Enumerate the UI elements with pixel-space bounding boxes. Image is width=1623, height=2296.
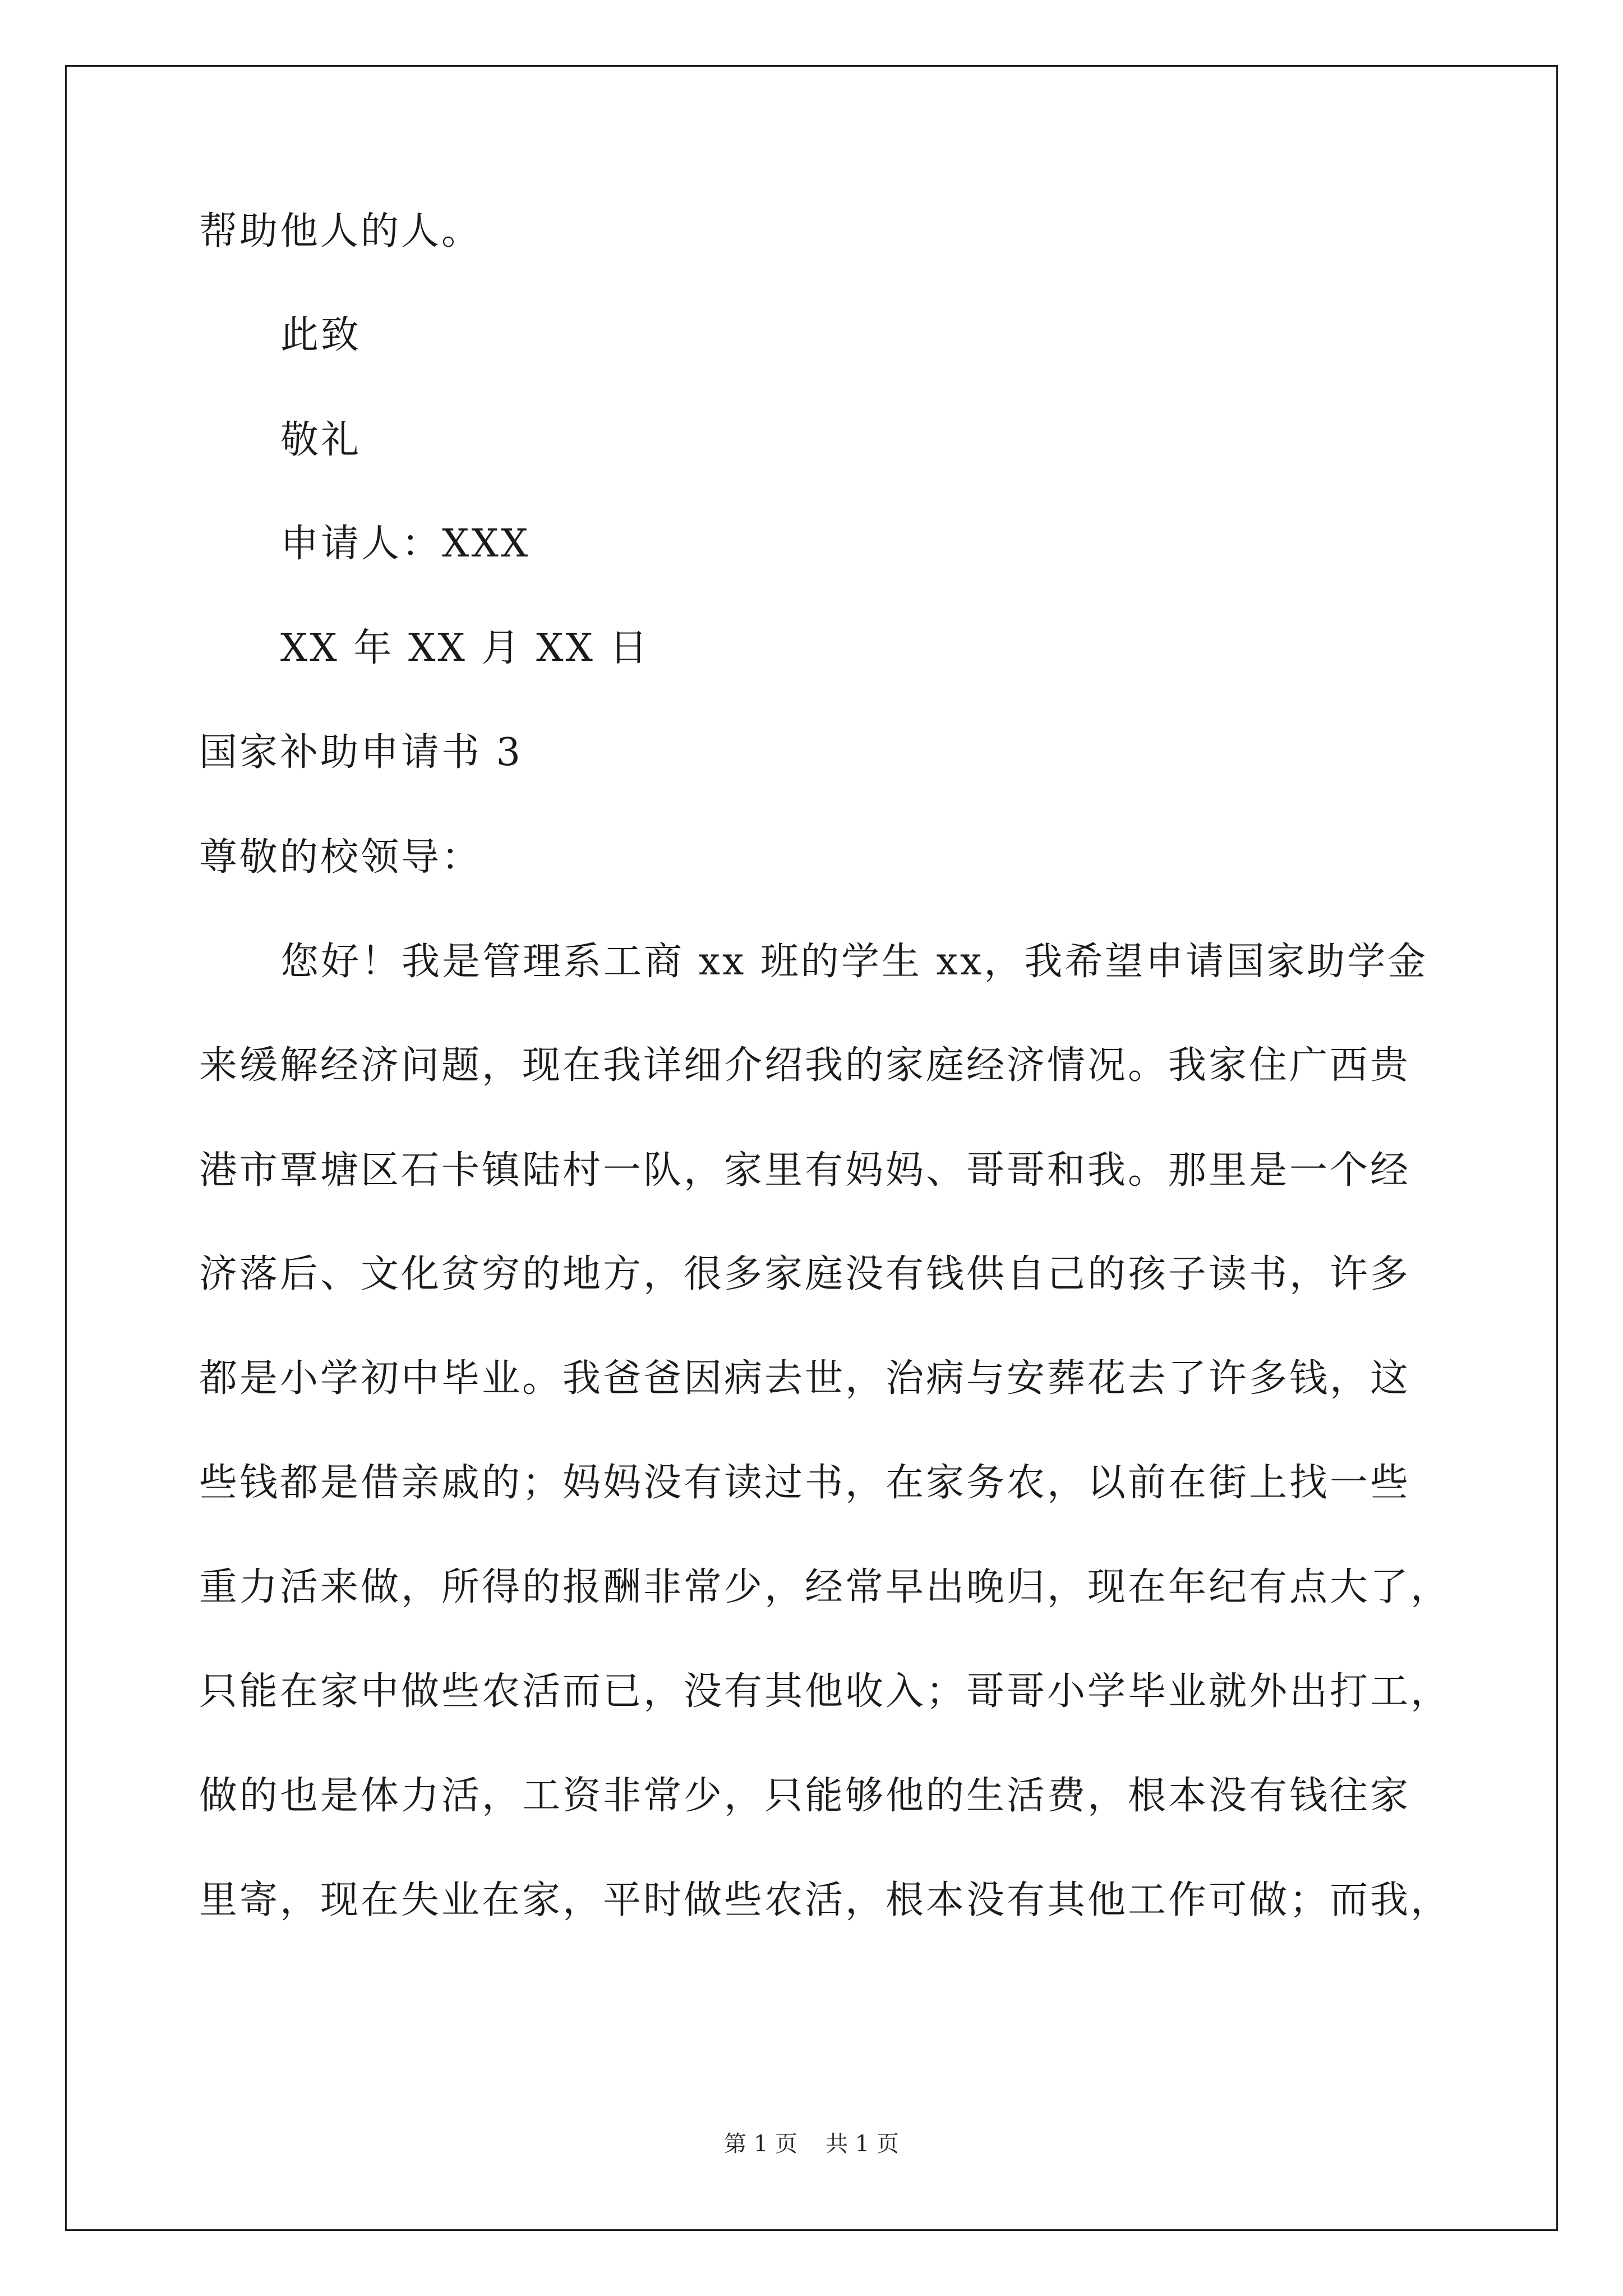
paragraph-line: 来缓解经济问题，现在我详细介绍我的家庭经济情况。我家住广西贵 xyxy=(199,1043,1411,1088)
page-number: 第 1 页 xyxy=(724,2131,797,2157)
letter-greeting: 尊敬的校领导： xyxy=(199,835,482,880)
paragraph-line: 做的也是体力活，工资非常少，只能够他的生活费，根本没有钱往家 xyxy=(199,1774,1411,1818)
paragraph-line: 只能在家中做些农活而已，没有其他收入；哥哥小学毕业就外出打工， xyxy=(199,1669,1451,1714)
paragraph-line: 重力活来做，所得的报酬非常少，经常早出晚归，现在年纪有点大了， xyxy=(199,1565,1451,1609)
paragraph-line: 您好！我是管理系工商 xx 班的学生 xx，我希望申请国家助学金 xyxy=(280,940,1428,984)
closing-regards: 敬礼 xyxy=(280,418,362,462)
section-heading: 国家补助申请书 3 xyxy=(199,730,523,775)
paragraph-line: 都是小学初中毕业。我爸爸因病去世，治病与安葬花去了许多钱，这 xyxy=(199,1356,1411,1401)
paragraph-line: 帮助他人的人。 xyxy=(199,209,482,254)
paragraph-line: 港市覃塘区石卡镇陆村一队，家里有妈妈、哥哥和我。那里是一个经 xyxy=(199,1148,1411,1193)
page-footer xyxy=(0,2130,1623,2158)
paragraph-line: 些钱都是借亲戚的；妈妈没有读过书，在家务农，以前在街上找一些 xyxy=(199,1461,1411,1505)
paragraph-line: 济落后、文化贫穷的地方，很多家庭没有钱供自己的孩子读书，许多 xyxy=(199,1252,1411,1296)
paragraph-line: 里寄，现在失业在家，平时做些农活，根本没有其他工作可做；而我， xyxy=(199,1878,1451,1922)
applicant-signature: 申请人：XXX xyxy=(280,522,531,566)
page-total: 共 1 页 xyxy=(826,2131,899,2157)
closing-salutation: 此致 xyxy=(280,313,362,357)
signature-date: XX 年 XX 月 XX 日 xyxy=(280,626,650,670)
